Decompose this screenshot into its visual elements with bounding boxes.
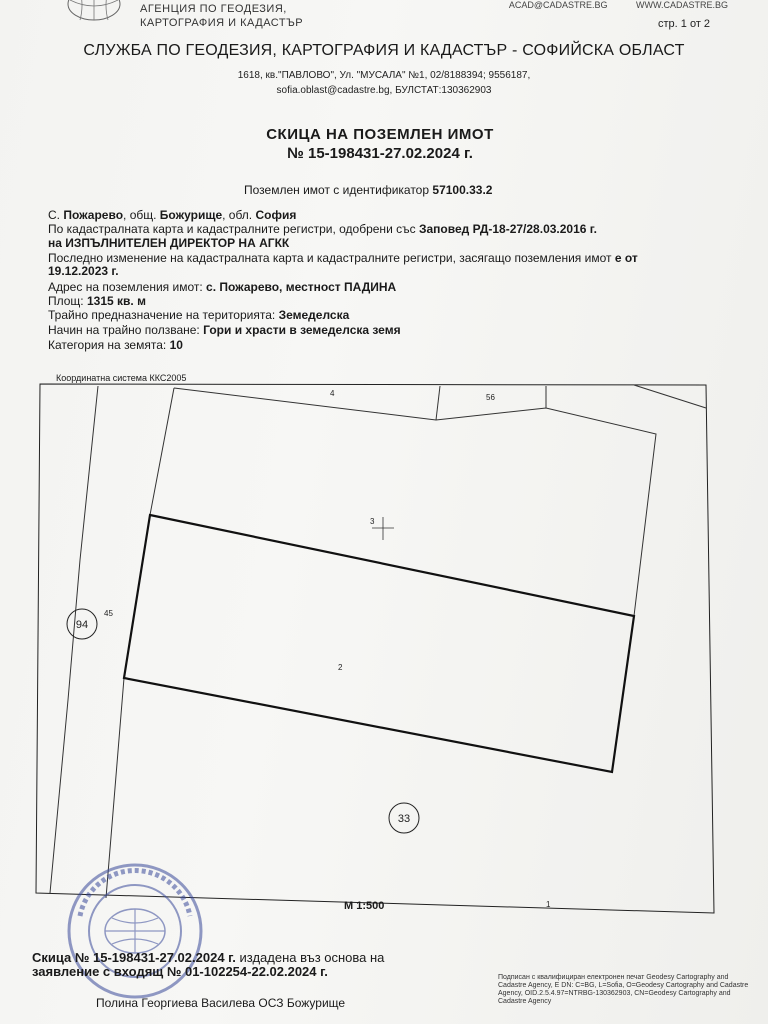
block-label-33: 33 bbox=[397, 813, 411, 825]
footer-line2 bbox=[32, 964, 328, 979]
footer-line1 bbox=[32, 950, 384, 965]
approval-by: на ИЗПЪЛНИТЕЛЕН ДИРЕКТОР НА АГКК bbox=[48, 236, 290, 250]
area-value: 1315 кв. м bbox=[87, 294, 146, 308]
road-boundary-left bbox=[50, 386, 98, 893]
agency-email: ACAD@CADASTRE.BG bbox=[508, 0, 608, 10]
official-stamp-icon bbox=[60, 856, 210, 1006]
municipality-label: , общ. bbox=[123, 208, 157, 222]
address-label: Адрес на поземления имот: bbox=[48, 280, 203, 294]
area-label: Площ: bbox=[48, 294, 84, 308]
region-value: София bbox=[255, 208, 297, 222]
agency-line2: КАРТОГРАФИЯ И КАДАСТЪР bbox=[140, 17, 304, 29]
village-label: С. bbox=[48, 208, 60, 222]
approval-label: По кадастралната карта и кадастралните регистри, одобрени със bbox=[48, 222, 416, 236]
footer-application: заявление с входящ № 01-102254-22.02.2024 г. bbox=[32, 964, 328, 979]
parcel-label-1: 1 bbox=[546, 900, 551, 909]
map-scale: М 1:500 bbox=[344, 900, 385, 912]
parcel-label-45: 45 bbox=[104, 609, 113, 618]
last-change-value-b: 19.12.2023 г. bbox=[48, 264, 119, 278]
subject-parcel-2 bbox=[124, 515, 634, 772]
document-title: СКИЦА НА ПОЗЕМЛЕН ИМОТ bbox=[266, 126, 494, 143]
usage-value: Гори и храсти в земеделска земя bbox=[203, 323, 401, 337]
last-change-label: Последно изменение на кадастралната карта и кадастралните регистри, засягащо поземления имот bbox=[48, 251, 612, 265]
parcel-56-left bbox=[436, 386, 440, 420]
road-boundary-right bbox=[106, 388, 174, 898]
identifier-value: 57100.33.2 bbox=[432, 183, 493, 197]
parcel-label-4: 4 bbox=[330, 389, 335, 398]
approval-order: Заповед РД-18-27/28.03.2016 г. bbox=[418, 222, 597, 236]
office-address-line2: sofia.oblast@cadastre.bg, БУЛСТАТ:130362903 bbox=[276, 85, 492, 96]
agency-website: WWW.CADASTRE.BG bbox=[636, 0, 728, 10]
parcel-4-boundary bbox=[174, 388, 656, 616]
last-change-value-a: е от bbox=[614, 251, 638, 265]
parcel-label-2: 2 bbox=[338, 663, 343, 672]
footer-issued-basis: издадена въз основа на bbox=[235, 950, 385, 965]
purpose-label: Трайно предназначение на територията: bbox=[48, 308, 276, 322]
village-value: Пожарево bbox=[63, 208, 124, 222]
coordinate-system-label: Координатна система ККС2005 bbox=[56, 373, 187, 383]
municipality-value: Божурище bbox=[159, 208, 223, 222]
agency-line1: АГЕНЦИЯ ПО ГЕОДЕЗИЯ, bbox=[140, 3, 287, 15]
footer-sketch-number: Скица № 15-198431-27.02.2024 г. bbox=[32, 950, 236, 965]
block-label-94: 94 bbox=[75, 619, 89, 631]
parcel-label-3: 3 bbox=[370, 517, 375, 526]
office-address-line1: 1618, кв."ПАВЛОВО", Ул. "МУСАЛА" №1, 02/8188394; 9556187, bbox=[237, 70, 531, 81]
map-frame bbox=[36, 384, 714, 913]
parcel-label-56: 56 bbox=[486, 393, 495, 402]
purpose-value: Земеделска bbox=[278, 308, 350, 322]
office-name: СЛУЖБА ПО ГЕОДЕЗИЯ, КАРТОГРАФИЯ И КАДАСТЪР - СОФИЙСКА ОБЛАСТ bbox=[83, 42, 685, 59]
parcel-top-right bbox=[634, 385, 706, 408]
identifier-label: Поземлен имот с идентификатор bbox=[244, 183, 430, 197]
electronic-seal-note: Подписан с квалифициран електронен печат Geodesy Cartography and Cadastre Agency, E DN: C=BG, L=Sofia, O=Geodesy Cartography and Cadastre Agency, OID.2.5.4.97=NTRBG-130362903, CN=Geodesy Cartography and Cadastre Agency bbox=[498, 974, 749, 1005]
address-value: с. Пожарево, местност ПАДИНА bbox=[206, 280, 397, 294]
page-number: стр. 1 от 2 bbox=[658, 18, 711, 30]
category-label: Категория на земята: bbox=[48, 338, 167, 352]
region-label: , обл. bbox=[222, 208, 253, 222]
document-number: № 15-198431-27.02.2024 г. bbox=[287, 145, 473, 162]
category-value: 10 bbox=[169, 338, 183, 352]
footer-issuer: Полина Георгиева Василева ОСЗ Божурище bbox=[96, 996, 346, 1010]
usage-label: Начин на трайно ползване: bbox=[48, 323, 200, 337]
